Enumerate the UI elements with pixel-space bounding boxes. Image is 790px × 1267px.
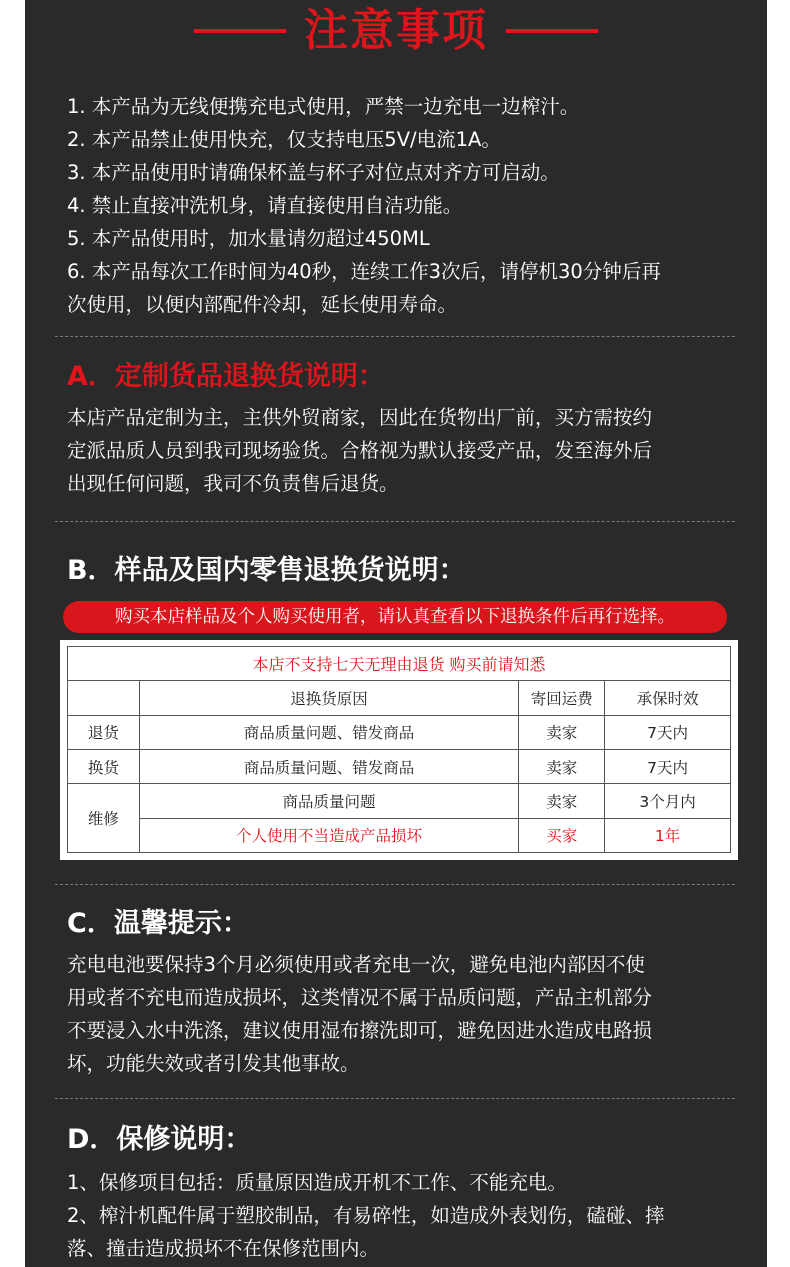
row-type-cell: 退货 [68, 715, 140, 749]
section-a-line: 定派品质人员到我司现场验货。合格视为默认接受产品，发至海外后 [67, 439, 653, 462]
section-d-title: D．保修说明： [67, 1124, 252, 1155]
notes-list [67, 90, 747, 321]
section-a-body [67, 401, 747, 500]
row-reason-cell: 商品质量问题、错发商品 [139, 749, 518, 783]
page-header [25, 0, 767, 62]
row-type-cell: 维修 [68, 784, 140, 853]
section-c-title: C．温馨提示： [67, 908, 249, 939]
page-title: 注意事项 [304, 5, 488, 56]
row-shipping-cell: 卖家 [519, 749, 605, 783]
table-caption: 本店不支持七天无理由退货 购买前请知悉 [68, 647, 731, 681]
note-item: 2. 本产品禁止使用快充，仅支持电压5V/电流1A。 [67, 128, 501, 151]
row-period-cell: 3个月内 [605, 784, 731, 818]
section-divider [55, 1098, 735, 1099]
section-divider [55, 521, 735, 522]
section-d-body [67, 1166, 747, 1265]
row-shipping-cell: 卖家 [519, 715, 605, 749]
section-divider [55, 884, 735, 885]
row-shipping-cell: 买家 [519, 818, 605, 852]
table-header-cell: 退换货原因 [139, 681, 518, 715]
table-row [68, 715, 731, 749]
section-d-line: 落、撞击造成损坏不在保修范围内。 [67, 1237, 380, 1260]
row-reason-cell: 商品质量问题、错发商品 [139, 715, 518, 749]
title-left-rule [194, 29, 286, 33]
section-c-line: 充电电池要保持3个月必须使用或者充电一次，避免电池内部因不使 [67, 953, 645, 976]
row-period-cell: 7天内 [605, 749, 731, 783]
row-reason-cell: 个人使用不当造成产品损坏 [139, 818, 518, 852]
row-shipping-cell: 卖家 [519, 784, 605, 818]
row-period-cell: 7天内 [605, 715, 731, 749]
notice-panel [25, 0, 767, 1267]
table-row [68, 818, 731, 852]
section-b-notice-badge: 购买本店样品及个人购买使用者，请认真查看以下退换条件后再行选择。 [63, 601, 727, 633]
row-reason-cell: 商品质量问题 [139, 784, 518, 818]
note-item: 1. 本产品为无线便携充电式使用，严禁一边充电一边榨汁。 [67, 95, 580, 118]
section-c-line: 不要浸入水中洗涤，建议使用湿布擦洗即可，避免因进水造成电路损 [67, 1019, 653, 1042]
table-row [68, 749, 731, 783]
section-divider [55, 336, 735, 337]
row-type-cell: 换货 [68, 749, 140, 783]
note-item: 3. 本产品使用时请确保杯盖与杯子对位点对齐方可启动。 [67, 161, 560, 184]
note-item: 次使用，以便内部配件冷却，延长使用寿命。 [67, 293, 458, 316]
section-a-title: A．定制货品退换货说明： [67, 361, 385, 392]
note-item: 6. 本产品每次工作时间为40秒，连续工作3次后，请停机30分钟后再 [67, 260, 661, 283]
table-header-cell [68, 681, 140, 715]
section-a-line: 本店产品定制为主，主供外贸商家，因此在货物出厂前，买方需按约 [67, 406, 653, 429]
section-b-title: B．样品及国内零售退换货说明： [67, 555, 466, 586]
section-c-body [67, 948, 747, 1080]
return-policy-table [67, 646, 731, 853]
table-row [68, 784, 731, 818]
table-header-cell: 寄回运费 [519, 681, 605, 715]
title-right-rule [506, 29, 598, 33]
policy-table-card [60, 640, 738, 860]
section-d-line: 1、保修项目包括：质量原因造成开机不工作、不能充电。 [67, 1171, 567, 1194]
section-d-line: 2、榨汁机配件属于塑胶制品，有易碎性，如造成外表划伤，磕碰、摔 [67, 1204, 665, 1227]
note-item: 5. 本产品使用时，加水量请勿超过450ML [67, 227, 430, 250]
row-period-cell: 1年 [605, 818, 731, 852]
table-header-row [68, 681, 731, 715]
table-header-cell: 承保时效 [605, 681, 731, 715]
section-a-line: 出现任何问题，我司不负责售后退货。 [67, 472, 399, 495]
note-item: 4. 禁止直接冲洗机身，请直接使用自洁功能。 [67, 194, 463, 217]
section-c-line: 坏，功能失效或者引发其他事故。 [67, 1052, 360, 1075]
section-c-line: 用或者不充电而造成损坏，这类情况不属于品质问题，产品主机部分 [67, 986, 653, 1009]
